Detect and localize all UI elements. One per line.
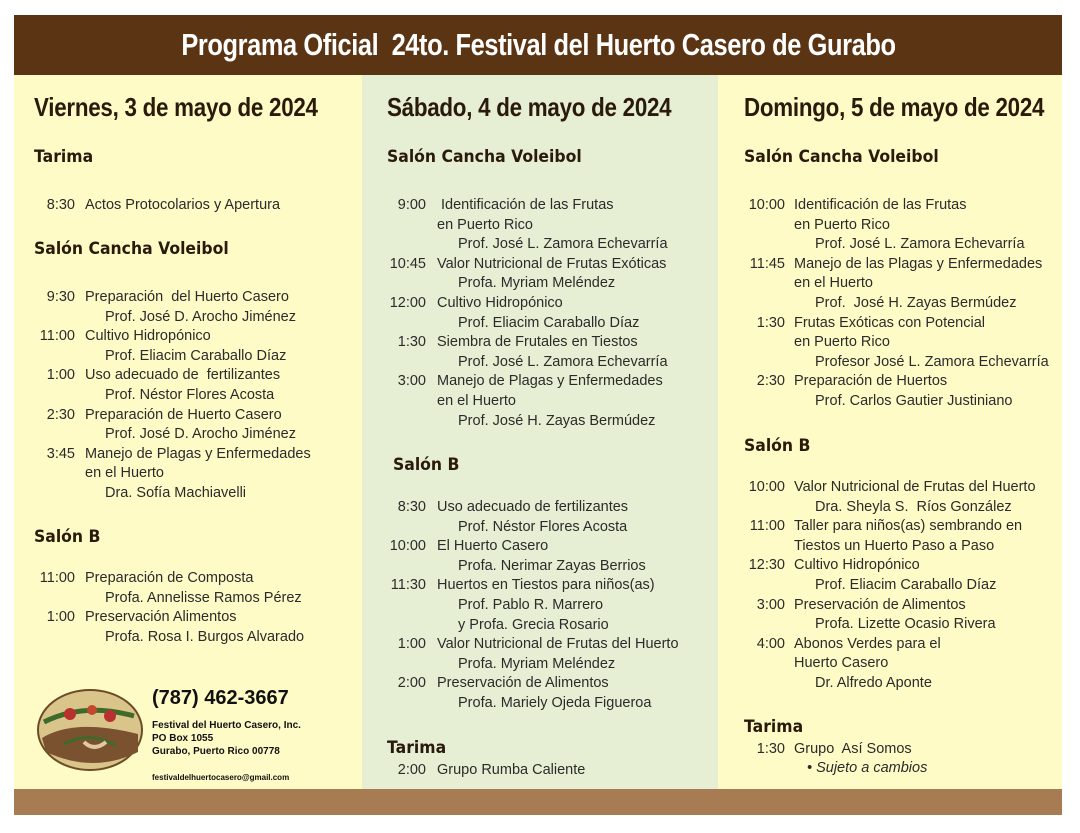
event-speaker: y Profa. Grecia Rosario [458, 616, 609, 633]
section-heading: Salón Cancha Voleibol [34, 239, 229, 259]
event-speaker: Prof. Carlos Gautier Justiniano [815, 392, 1013, 409]
event-speaker: Prof. José D. Arocho Jiménez [105, 308, 296, 325]
event-time: 8:30 [46, 197, 75, 213]
event-speaker: Profa. Myriam Meléndez [458, 655, 616, 672]
event-time: 1:00 [46, 367, 75, 384]
event-speaker: Profa. Rosa I. Burgos Alvarado [105, 628, 305, 645]
event-speaker: Prof. Néstor Flores Acosta [458, 518, 628, 535]
event-title: Preparación de Composta [85, 570, 254, 586]
festival-logo [34, 682, 146, 774]
schedule-note: • Sujeto a cambios [807, 760, 928, 776]
day-heading: Domingo, 5 de mayo de 2024 [744, 92, 1045, 122]
event-speaker: Prof. José H. Zayas Bermúdez [458, 412, 656, 429]
event-time: 11:00 [39, 328, 75, 345]
program-title: Programa Oficial 24to. Festival del Huerto Casero de Gurabo [180, 27, 896, 62]
event-time: 2:00 [397, 762, 426, 778]
section-heading: Salón B [34, 527, 101, 547]
event-title: Cultivo Hidropónico [437, 295, 563, 311]
event-title: Preservación de Alimentos [794, 596, 966, 613]
event-time: 10:00 [748, 197, 785, 213]
event-speaker: Profa. Mariely Ojeda Figueroa [458, 694, 652, 711]
event-speaker: Dra. Sofía Machiavelli [105, 484, 247, 501]
event-speaker: Profesor José L. Zamora Echevarría [815, 353, 1049, 370]
event-title: Grupo Rumba Caliente [437, 762, 586, 778]
event-time: 1:30 [397, 334, 426, 351]
day-heading: Viernes, 3 de mayo de 2024 [34, 92, 318, 122]
section-heading: Tarima [387, 738, 447, 758]
event-title: Manejo de las Plagas y Enfermedades [794, 255, 1043, 272]
event-title: Identificación de las Frutas [794, 197, 967, 213]
event-speaker: Profa. Myriam Meléndez [458, 275, 616, 292]
day-column-sunday [718, 75, 1062, 789]
event-time: 4:00 [756, 635, 785, 652]
event-speaker: Prof. José L. Zamora Echevarría [815, 236, 1025, 253]
event-title: Uso adecuado de fertilizantes [85, 367, 281, 384]
section-heading: Salón Cancha Voleibol [744, 147, 939, 167]
event-title: Valor Nutricional de Frutas del Huerto [794, 479, 1036, 495]
event-title: Valor Nutricional de Frutas del Huerto [437, 636, 679, 653]
event-title: Preservación de Alimentos [437, 675, 609, 692]
event-time: 3:00 [397, 373, 426, 390]
event-title: en Puerto Rico [794, 334, 890, 351]
event-title: Huerto Casero [794, 655, 889, 672]
section-heading: Salón B [744, 436, 811, 456]
event-time: 10:00 [748, 479, 785, 495]
day-column-saturday [362, 75, 718, 789]
event-title: Preparación de Huerto Casero [85, 406, 282, 423]
event-speaker: Profa. Nerimar Zayas Berrios [458, 557, 646, 574]
event-time: 3:00 [756, 596, 785, 613]
event-time: 10:00 [389, 538, 426, 555]
event-time: 2:30 [756, 373, 785, 390]
event-title: Identificación de las Frutas [437, 197, 614, 213]
event-speaker: Dra. Sheyla S. Ríos González [815, 498, 1012, 515]
event-title: en Puerto Rico [794, 216, 890, 233]
section-heading: Tarima [744, 717, 804, 737]
event-title: Huertos en Tiestos para niños(as) [437, 577, 655, 594]
event-speaker: Dr. Alfredo Aponte [815, 674, 932, 691]
event-title: Manejo de Plagas y Enfermedades [85, 445, 311, 462]
event-title: Taller para niños(as) sembrando en [794, 518, 1023, 535]
event-speaker: Profa. Annelisse Ramos Pérez [105, 589, 302, 606]
event-title: Tiestos un Huerto Paso a Paso [794, 537, 995, 554]
section-heading: Salón Cancha Voleibol [387, 147, 582, 167]
contact-city: Gurabo, Puerto Rico 00778 [152, 746, 280, 757]
event-time: 11:00 [39, 570, 75, 586]
event-title: Siembra de Frutales en Tiestos [437, 334, 638, 351]
program-title-banner [14, 15, 1062, 75]
event-time: 12:30 [748, 557, 785, 574]
contact-email: festivaldelhuertocasero@gmail.com [152, 773, 290, 782]
event-title: en Puerto Rico [437, 216, 533, 233]
day-column-friday [14, 75, 362, 789]
event-title: Preparación del Huerto Casero [85, 289, 289, 305]
event-speaker: Prof. Néstor Flores Acosta [105, 386, 275, 403]
event-time: 1:00 [397, 636, 426, 653]
event-speaker: Prof. José H. Zayas Bermúdez [815, 294, 1017, 311]
contact-address [152, 719, 301, 758]
event-title: en el Huerto [794, 275, 873, 292]
event-title: Valor Nutricional de Frutas Exóticas [437, 255, 667, 272]
contact-phone: (787) 462-3667 [152, 687, 289, 709]
contact-org-name: Festival del Huerto Casero, Inc. [152, 720, 301, 731]
event-time: 2:00 [397, 675, 426, 692]
event-title: en el Huerto [85, 465, 164, 482]
event-title: Uso adecuado de fertilizantes [437, 499, 629, 515]
event-title: El Huerto Casero [437, 538, 549, 555]
event-title: Grupo Así Somos [794, 741, 912, 757]
event-title: Cultivo Hidropónico [85, 328, 211, 345]
event-time: 11:00 [749, 518, 785, 535]
event-time: 1:30 [756, 314, 785, 331]
event-time: 1:30 [756, 741, 785, 757]
event-title: Actos Protocolarios y Apertura [85, 197, 281, 213]
event-time: 1:00 [46, 609, 75, 626]
section-heading: Tarima [34, 147, 94, 167]
event-speaker: Prof. Eliacim Caraballo Díaz [458, 314, 640, 331]
event-speaker: Prof. Eliacim Caraballo Díaz [815, 576, 997, 593]
event-time: 11:30 [390, 577, 426, 594]
event-time: 3:45 [46, 445, 75, 462]
event-title: Cultivo Hidropónico [794, 557, 920, 574]
event-title: en el Huerto [437, 392, 516, 409]
event-time: 10:45 [389, 255, 426, 272]
event-time: 9:00 [397, 197, 426, 213]
event-speaker: Prof. Eliacim Caraballo Díaz [105, 347, 287, 364]
event-speaker: Prof. Pablo R. Marrero [458, 596, 604, 613]
event-time: 9:30 [46, 289, 75, 305]
event-title: Preservación Alimentos [85, 609, 237, 626]
event-title: Abonos Verdes para el [794, 635, 941, 652]
event-time: 12:00 [389, 295, 426, 311]
event-time: 11:45 [749, 255, 785, 272]
event-time: 2:30 [46, 406, 75, 423]
event-title: Preparación de Huertos [794, 373, 948, 390]
event-speaker: Profa. Lizette Ocasio Rivera [815, 616, 996, 633]
event-title: Frutas Exóticas con Potencial [794, 314, 986, 331]
event-title: Manejo de Plagas y Enfermedades [437, 373, 663, 390]
event-speaker: Prof. José L. Zamora Echevarría [458, 353, 668, 370]
day-heading: Sábado, 4 de mayo de 2024 [387, 92, 672, 122]
contact-po-box: PO Box 1055 [152, 733, 214, 744]
footer-band [14, 789, 1062, 815]
section-heading: Salón B [393, 455, 460, 475]
event-speaker: Prof. José D. Arocho Jiménez [105, 426, 296, 443]
event-speaker: Prof. José L. Zamora Echevarría [458, 236, 668, 253]
event-time: 8:30 [397, 499, 426, 515]
